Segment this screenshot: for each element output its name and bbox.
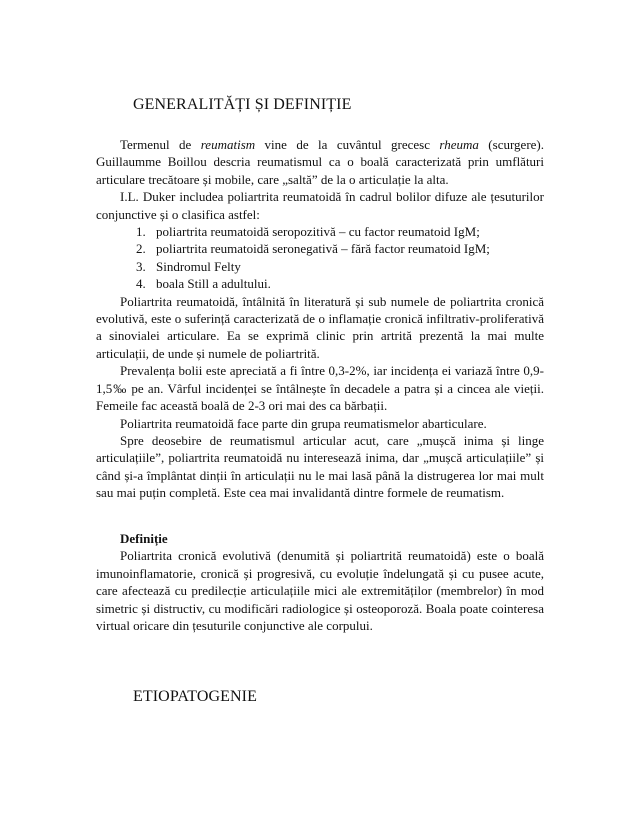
list-number: 3. xyxy=(136,258,146,274)
paragraph-definitie: Poliartrita cronică evolutivă (denumită și poliartrită reumatoidă) este o boală imunoinflamatorie, cronică și progresivă, cu evoluție îndelungată și cu pusee acute, care afectează cu predilecție articulațiile mici ale extremităților (membrelor) în mod simetric și distructiv, cu modificări radiologice și osteoporoză. Boala poate cointeresa virtual oricare din țesuturile conjunctive ale corpului. xyxy=(96,548,544,634)
list-text: boala Still a adultului. xyxy=(156,276,271,292)
paragraph-text: vine de la cuvântul grecesc xyxy=(255,137,440,152)
section-heading-generalitati: GENERALITĂȚI ȘI DEFINIȚIE xyxy=(133,96,352,113)
list-item xyxy=(96,258,544,275)
list-item xyxy=(96,240,544,257)
list-item xyxy=(96,275,544,292)
paragraph-deosebire: Spre deosebire de reumatismul articular acut, care „mușcă inima și linge articulațiile”, poliartrita reumatoidă nu interesează inima, dar „mușcă articulațiile” și când și-a împlântat dinții în articulații nu le mai lasă până la distrugerea lor mai mult sau mai puțin completă. Este cea mai invalidantă dintre formele de reumatism. xyxy=(96,432,544,501)
definitie-section xyxy=(96,530,544,634)
list-number: 2. xyxy=(136,241,146,257)
classification-list xyxy=(96,223,544,293)
term-reumatism: reumatism xyxy=(200,137,256,152)
paragraph-poliartrita: Poliartrita reumatoidă, întâlnită în literatură și sub numele de poliartrita cronică evolutivă, este o suferință caracterizată de o inflamație cronică infiltrativ-proliferativă a sinovialei articulare. Ea se exprimă clinic prin artrită prezentă la mai multe articulații, de unde și numele de poliartrită. xyxy=(96,293,544,361)
list-item xyxy=(96,223,544,240)
term-rheuma: rheuma xyxy=(439,137,479,152)
list-text: poliartrita reumatoidă seropozitivă – cu factor reumatoid IgM; xyxy=(156,224,480,240)
definitie-title: Definiție xyxy=(120,531,168,546)
paragraph-text: Termenul de xyxy=(120,137,201,152)
list-number: 4. xyxy=(136,276,146,292)
paragraph-prevalenta: Prevalența bolii este apreciată a fi între 0,3-2%, iar incidența ei variază între 0,9-1,5‰ pe an. Vârful incidenței se întâlnește în decadele a patra și a cincea ale vieții. Femeile fac această boală de 2-3 ori mai des ca bărbații. xyxy=(96,363,544,414)
paragraph-duker: I.L. Duker includea poliartrita reumatoidă în cadrul bolilor difuze ale țesuturilor conjunctive și o clasifica astfel: xyxy=(96,189,544,222)
section-heading-etiopatogenie: ETIOPATOGENIE xyxy=(133,688,257,705)
paragraph-text: (scurgere). Guillaumme Boillou descria reumatismul ca o boală caracterizată prin umflături articulare trecătoare și mobile, care „saltă” de la o articulație la alta. xyxy=(96,137,545,187)
list-number: 1. xyxy=(136,224,146,240)
list-text: poliartrita reumatoidă seronegativă – fără factor reumatoid IgM; xyxy=(156,241,490,257)
paragraph-grupa: Poliartrita reumatoidă face parte din grupa reumatismelor abarticulare. xyxy=(120,415,487,431)
list-text: Sindromul Felty xyxy=(156,258,241,274)
intro-section xyxy=(96,136,544,502)
paragraph-reumatism xyxy=(96,136,544,188)
